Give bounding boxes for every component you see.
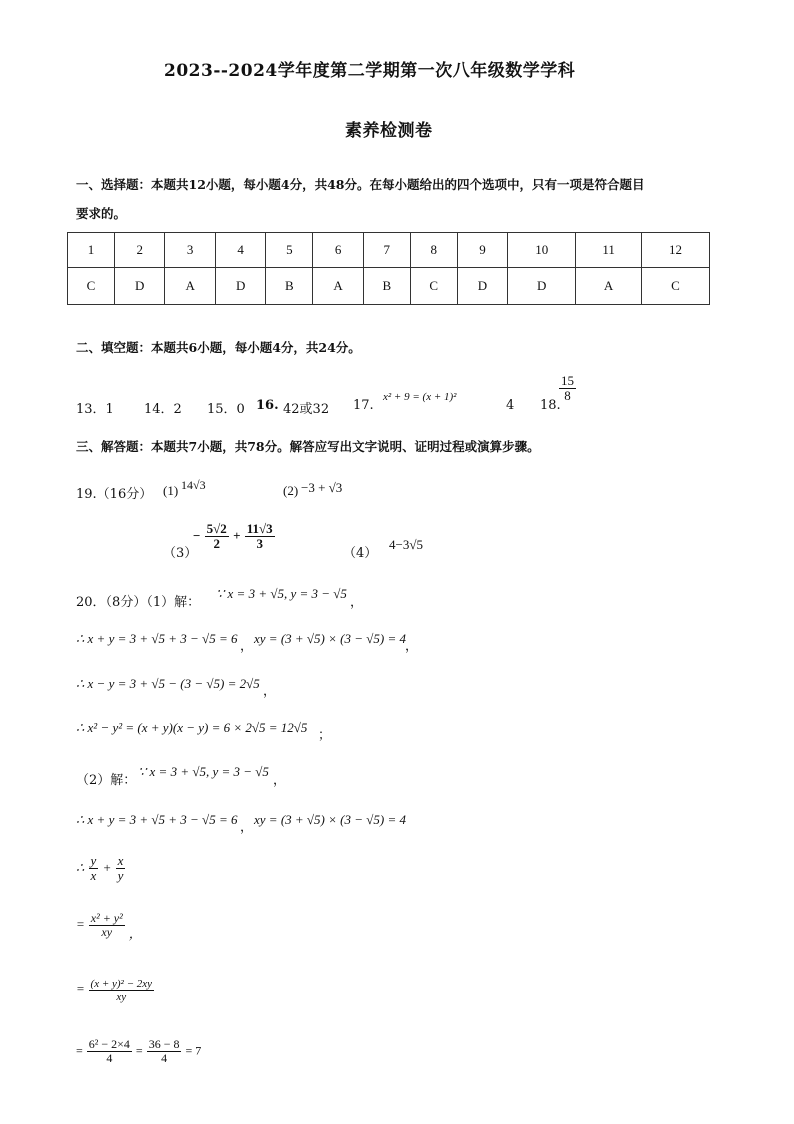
fraction-denominator: 2	[213, 536, 220, 552]
answer-18-label: 18.	[540, 398, 561, 413]
fraction-denominator: 3	[256, 536, 263, 552]
answer-17-value: 4	[506, 398, 515, 413]
table-cell-answer: A	[313, 268, 363, 305]
table-cell-answer: D	[457, 268, 507, 305]
q20-line8	[76, 911, 142, 942]
table-cell-answer: B	[363, 268, 410, 305]
answer-14: 14．2	[144, 402, 182, 417]
equals-sign: =	[135, 1043, 143, 1058]
table-cell-answer: B	[266, 268, 313, 305]
answer-18-fraction	[558, 374, 577, 404]
answer-16: 42或32	[283, 402, 330, 417]
answer-17-label: 17.	[353, 398, 374, 413]
table-cell-answer: C	[641, 268, 709, 305]
fraction-numerator: 11√3	[246, 521, 273, 536]
q20-line2-sep: ，	[240, 639, 254, 654]
table-cell-answer: A	[165, 268, 215, 305]
minus-sign: −	[193, 527, 201, 543]
table-cell-number: 3	[165, 233, 215, 268]
q20-line4-end: ；	[318, 728, 332, 743]
q20-line2-math2: xy = (3 + √5) × (3 − √5) = 4	[254, 631, 406, 646]
q20-line6-math: ∴ x + y = 3 + √5 + 3 − √5 = 6	[76, 812, 238, 827]
answer-15: 15．0	[207, 402, 245, 417]
fraction-denominator: 4	[106, 1051, 113, 1066]
q20-line3-end: ，	[263, 684, 277, 699]
fraction-denominator: 8	[564, 388, 571, 404]
q20-part2-label: （2）解：	[76, 773, 137, 788]
fraction-denominator: 4	[161, 1051, 168, 1066]
fraction-numerator: x	[117, 853, 124, 868]
q19-part1-label: (1)	[163, 483, 179, 498]
equals-sign: =	[76, 981, 85, 997]
table-cell-answer: D	[114, 268, 164, 305]
answer-17-equation: x² + 9 = (x + 1)²	[383, 391, 457, 403]
table-cell-number: 1	[68, 233, 115, 268]
q20-line3-math: ∴ x − y = 3 + √5 − (3 − √5) = 2√5	[76, 676, 260, 691]
q19-part3-answer	[193, 522, 276, 552]
q19-part2-label: (2)	[283, 483, 299, 498]
q20-line7	[76, 854, 126, 884]
table-cell-number: 8	[410, 233, 457, 268]
table-cell-number: 6	[313, 233, 363, 268]
answer-13: 13．1	[76, 402, 114, 417]
fraction-numerator: y	[90, 853, 97, 868]
answer-16-label: 16.	[256, 398, 279, 413]
table-cell-number: 5	[266, 233, 313, 268]
section1-heading-cont: 要求的。	[76, 206, 127, 221]
q20-line1-math: ∵ x = 3 + √5, y = 3 − √5	[216, 586, 347, 601]
q19-part2-answer: −3 + √3	[301, 480, 343, 495]
q20-line2-math: ∴ x + y = 3 + √5 + 3 − √5 = 6	[76, 631, 238, 646]
section3-heading: 三、解答题：本题共7小题，共78分。解答应写出文字说明、证明过程或演算步骤。	[76, 439, 540, 454]
plus-sign: +	[233, 527, 241, 543]
q20-line5-end: ，	[273, 773, 287, 788]
answer-table-numbers-row	[68, 233, 710, 268]
fraction-numerator: 5√2	[206, 521, 227, 536]
table-cell-number: 9	[457, 233, 507, 268]
q20-line9	[76, 978, 155, 1003]
fraction-denominator: xy	[116, 991, 127, 1004]
page-subtitle: 素养检测卷	[345, 121, 433, 141]
q20-line4-math: ∴ x² − y² = (x + y)(x − y) = 6 × 2√5 = 12√5	[76, 720, 308, 735]
q20-line6-sep: ，	[240, 820, 254, 835]
q20-line2-end: ，	[405, 639, 419, 654]
table-cell-answer: C	[410, 268, 457, 305]
fraction-denominator: y	[117, 868, 124, 884]
equals-sign: =	[76, 1043, 83, 1058]
page-title: 2023--2024学年度第二学期第一次八年级数学学科	[164, 61, 576, 81]
table-cell-number: 12	[641, 233, 709, 268]
fraction-numerator: x² + y²	[90, 911, 123, 925]
q19-part4-answer: 4−3√5	[389, 537, 423, 552]
table-cell-number: 4	[215, 233, 265, 268]
plus-sign: +	[102, 859, 112, 875]
q20-line5-math: ∵ x = 3 + √5, y = 3 − √5	[138, 764, 269, 779]
fraction-numerator: 36 − 8	[148, 1037, 180, 1051]
fraction-numerator: 15	[561, 373, 574, 388]
answer-table	[67, 232, 710, 305]
fraction-denominator: xy	[101, 925, 113, 940]
comma: ，	[128, 926, 142, 942]
q19-part3-label: （3）	[163, 546, 198, 561]
therefore-symbol: ∴	[76, 859, 85, 875]
table-cell-number: 2	[114, 233, 164, 268]
table-cell-number: 7	[363, 233, 410, 268]
q20-part1-label: 20．（8分）（1）解：	[76, 595, 201, 610]
table-cell-number: 11	[576, 233, 642, 268]
q19-part4-label: （4）	[343, 546, 378, 561]
q20-line1-end: ，	[350, 595, 364, 610]
equals-sign: =	[76, 916, 85, 932]
table-cell-answer: C	[68, 268, 115, 305]
table-cell-answer: D	[508, 268, 576, 305]
q20-line6-math2: xy = (3 + √5) × (3 − √5) = 4	[254, 812, 406, 827]
answer-table-answers-row	[68, 268, 710, 305]
fraction-denominator: x	[90, 868, 97, 884]
fraction-numerator: (x + y)² − 2xy	[90, 978, 153, 990]
table-cell-answer: A	[576, 268, 642, 305]
fraction-numerator: 6² − 2×4	[88, 1037, 130, 1051]
result-value: = 7	[185, 1043, 202, 1058]
table-cell-answer: D	[215, 268, 265, 305]
section1-heading: 一、选择题：本题共12小题，每小题4分，共48分。在每小题给出的四个选项中，只有一项是符合题目	[76, 177, 645, 192]
table-cell-number: 10	[508, 233, 576, 268]
q19-label: 19.（16分）	[76, 487, 153, 502]
q20-line10	[76, 1038, 201, 1065]
q19-part1-answer: 14√3	[181, 478, 206, 492]
section2-heading: 二、填空题：本题共6小题，每小题4分，共24分。	[76, 340, 361, 355]
